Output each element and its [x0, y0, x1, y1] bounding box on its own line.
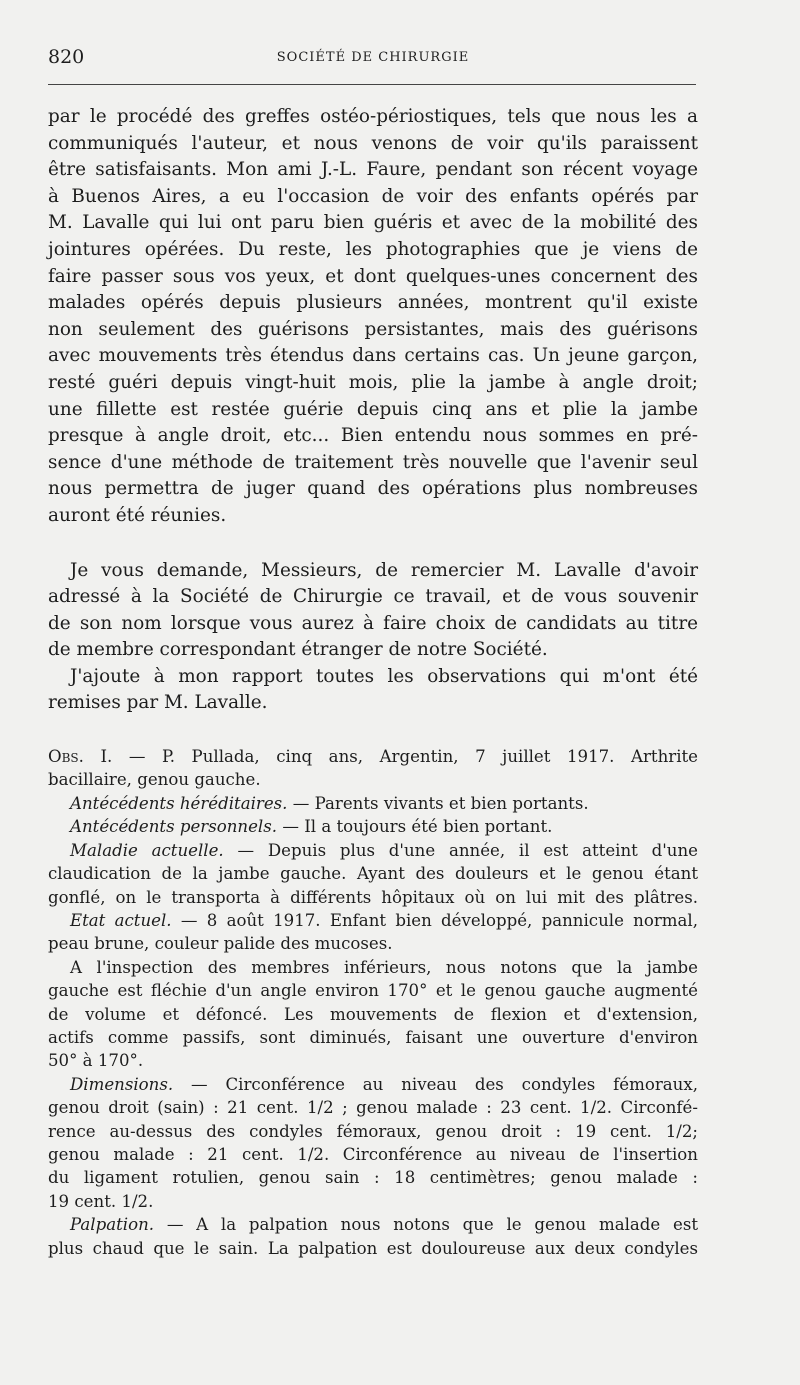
text-line: remises par M. Lavalle. [48, 692, 268, 714]
text-line: par le procédé des greffes ostéo-périostiques, tels que nous les a [48, 106, 698, 127]
text-line: jointures opérées. Du reste, les photographies que je viens de [48, 238, 698, 260]
text-line: malades opérés depuis plusieurs années, montrent qu'il existe [48, 292, 698, 314]
paragraph-3 [48, 664, 698, 717]
current-state-continuation [48, 932, 698, 955]
heredity-text: — Parents vivants et bien portants. [287, 793, 589, 813]
current-state-text: — 8 août 1917. Enfant bien développé, pannicule normal, [171, 910, 698, 930]
paragraph-2 [48, 558, 698, 664]
text-line: avec mouvements très étendus dans certains cas. Un jeune garçon, [48, 345, 698, 367]
current-state-label: Etat actuel. [70, 910, 172, 930]
obs-diagnosis-line: bacillaire, genou gauche. [48, 770, 261, 790]
page-body [48, 104, 698, 1260]
dimensions-text: — Circonférence au niveau des condyles fémoraux, [173, 1074, 698, 1094]
page-header [48, 46, 698, 70]
paragraph-1 [48, 104, 698, 530]
palpation-continuation [48, 1237, 698, 1260]
current-illness-label: Maladie actuelle. [70, 840, 224, 860]
text-line: gauche est fléchie d'un angle environ 170° et le genou gauche augmenté [48, 981, 698, 1001]
running-head: SOCIÉTÉ DE CHIRURGIE [276, 50, 470, 65]
text-line: J'ajoute à mon rapport toutes les observations qui m'ont été [70, 665, 698, 687]
page-number: 820 [48, 46, 85, 68]
palpation-text: — A la palpation nous notons que le genou malade est [154, 1215, 698, 1235]
text-line: auront été réunies. [48, 504, 227, 526]
text-line: actifs comme passifs, sont diminués, faisant une ouverture d'environ [48, 1027, 698, 1047]
palpation-label: Palpation. [70, 1215, 155, 1235]
text-line: communiqués l'auteur, et nous venons de voir qu'ils paraissent [48, 132, 698, 154]
text-line: à Buenos Aires, a eu l'occasion de voir des enfants opérés par [48, 185, 698, 207]
text-line: de son nom lorsque vous aurez à faire choix de candidats au titre [48, 612, 698, 634]
text-line: A l'inspection des membres inférieurs, nous notons que la jambe [70, 957, 698, 977]
obs-heading-text: I. — P. Pullada, cinq ans, Argentin, 7 juillet 1917. Arthrite [83, 747, 698, 767]
text-line: du ligament rotulien, genou sain : 18 centimètres; genou malade : [48, 1168, 698, 1188]
current-illness-line [48, 839, 698, 862]
dimensions-continuation [48, 1096, 698, 1213]
text-line: presque à angle droit, etc... Bien entendu nous sommes en pré- [48, 425, 698, 447]
text-line: Je vous demande, Messieurs, de remercier M. Lavalle d'avoir [70, 559, 698, 581]
text-line: être satisfaisants. Mon ami J.-L. Faure, pendant son récent voyage [48, 159, 698, 181]
text-line: 50° à 170°. [48, 1051, 144, 1071]
text-line: 19 cent. 1/2. [48, 1191, 154, 1211]
personal-history-line [48, 815, 698, 838]
text-line: claudication de la jambe gauche. Ayant des douleurs et le genou étant [48, 864, 698, 884]
header-rule [48, 84, 696, 85]
text-line: de volume et défoncé. Les mouvements de flexion et d'extension, [48, 1004, 698, 1024]
text-line: une fillette est restée guérie depuis cinq ans et plie la jambe [48, 398, 698, 420]
text-line: M. Lavalle qui lui ont paru bien guéris et avec de la mobilité des [48, 212, 698, 234]
text-line: faire passer sous vos yeux, et dont quelques-unes concernent des [48, 265, 698, 287]
text-line: non seulement des guérisons persistantes, mais des guérisons [48, 318, 698, 340]
text-line: de membre correspondant étranger de notre Société. [48, 639, 548, 661]
text-line: genou malade : 21 cent. 1/2. Circonférence au niveau de l'insertion [48, 1144, 698, 1164]
personal-history-text: — Il a toujours été bien portant. [277, 817, 553, 837]
text-line: resté guéri depuis vingt-huit mois, plie la jambe à angle droit; [48, 371, 698, 393]
text-line: adressé à la Société de Chirurgie ce travail, et de vous souvenir [48, 586, 698, 608]
text-line: sence d'une méthode de traitement très nouvelle que l'avenir seul [48, 451, 698, 473]
text-line: gonflé, on le transporta à différents hôpitaux où on lui mit des plâtres. [48, 887, 698, 907]
text-line: peau brune, couleur palide des mucoses. [48, 934, 393, 954]
text-line: plus chaud que le sain. La palpation est douloureuse aux deux condyles [48, 1238, 698, 1258]
obs-heading-line [48, 745, 698, 768]
text-line: genou droit (sain) : 21 cent. 1/2 ; genou malade : 23 cent. 1/2. Circonfé- [48, 1098, 698, 1118]
text-line: nous permettra de juger quand des opérations plus nombreuses [48, 478, 698, 500]
dimensions-label: Dimensions. [70, 1074, 174, 1094]
obs-label: Obs. [48, 747, 84, 767]
inspection-paragraph [48, 956, 698, 1073]
current-illness-text: — Depuis plus d'une année, il est atteint d'une [223, 840, 698, 860]
current-state-line [48, 909, 698, 932]
personal-history-label: Antécédents personnels. [70, 817, 278, 837]
palpation-line [48, 1213, 698, 1236]
text-line: rence au-dessus des condyles fémoraux, genou droit : 19 cent. 1/2; [48, 1121, 698, 1141]
heredity-line [48, 792, 698, 815]
observation-section [48, 745, 698, 1260]
current-illness-continuation [48, 862, 698, 909]
heredity-label: Antécédents héréditaires. [70, 793, 288, 813]
dimensions-line [48, 1073, 698, 1096]
